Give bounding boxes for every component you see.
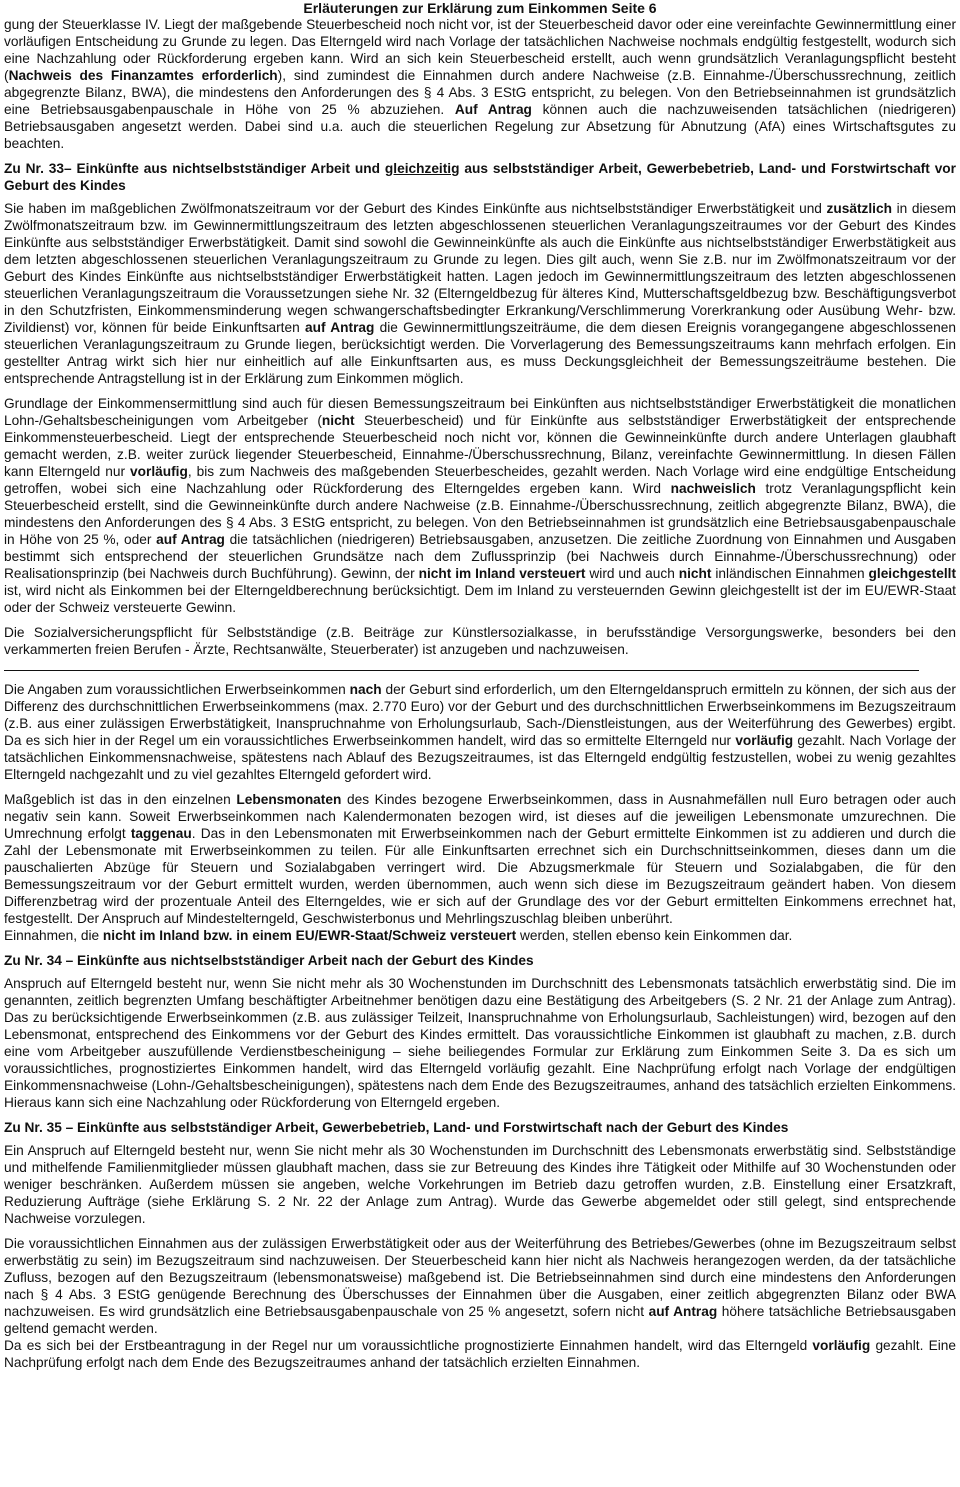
paragraph-vorlaeufige-zahlung: Da es sich bei der Erstbeantragung in der Regel nur um voraussichtliche prognostizierte Einnahmen handelt, wird das Elterngeld vorläufig gezahlt. Eine Nachprüfung erfolgt nach dem Ende des Bezugszeitraumes anhand der tatsächlich erzielten Einnahmen. (4, 1338, 956, 1370)
section-heading-nr-34: Zu Nr. 34 – Einkünfte aus nichtselbstständiger Arbeit nach der Geburt des Kindes (4, 953, 534, 968)
paragraph-lebensmonate: Maßgeblich ist das in den einzelnen Lebensmonaten des Kindes bezogene Erwerbseinkommen, dass in Ausnahmefällen null Euro betragen oder auch negativ sein kann. Soweit Erwerbseinkommen nach Kalendermonaten bezogen wird, ist dieses auf die jeweiligen Lebensmonate umzurechnen. Die Umrechnung erfolgt taggenau. Das in den Lebensmonaten mit Erwerbseinkommen nach der Geburt ermittelte Einkommen ist zu addieren und durch die Zahl der Lebensmonate mit Erwerbseinkommen zu teilen. Für alle Einkunftsarten errechnet sich ein Durchschnittseinkommen, dieses dann um die pauschalierten Abzüge für Steuern und Sozialabgaben verringert wird. Die Abzugsmerkmale für Steuern und Sozialabgaben, die für den Bemessungszeitraum vor der Geburt ermittelt wurden, werden übernommen, auch wenn sich diese im Bezugszeitraum geändert haben. Von diesem Differenzbetrag wird der prozentuale Anteil des Elterngeldes, wie er sich auf der Grundlage des vor der Geburt ermittelten Einkommens errechnet hat, festgestellt. Der Anspruch auf Mindestelterngeld, Geschwisterbonus und Mehrlingszuschlag bleiben unberührt. (4, 792, 956, 926)
paragraph-nr-33-intro: Sie haben im maßgeblichen Zwölfmonatszeitraum vor der Geburt des Kindes Einkünfte aus nichtselbstständiger Erwerbstätigkeit und zusätzlich in diesem Zwölfmonatszeitraum bzw. im Gewinnermittlungszeitraum des letzten abgeschlossenen steuerlichen Veranlagungszeitraumes vor der Geburt des Kindes Einkünfte aus selbstständiger Erwerbstätigkeit. Damit sind sowohl die Gewinneinkünfte als auch die Einkünfte aus nichtselbstständiger Erwerbstätigkeit aus dem letzten abgeschlossenen steuerlichen Veranlagungszeitraum zu Grunde zu legen. Dies gilt auch, wenn Sie z.B. nur im Zwölfmonatszeitraum vor der Geburt des Kindes Einkünfte aus nichtselbstständiger Erwerbstätigkeit hatten. Lagen jedoch im Gewinnermittlungszeitraum des letzten abgeschlossenen steuerlichen Veranlagungszeitraum die Voraussetzungen siehe Nr. 32 (Elterngeldbezug für älteres Kind, Mutterschaftsgeldbezug bzw. Beschäftigungsverbot in den Schutzfristen, Einkommensminderung wegen schwangerschaftsbedingter Erkrankung/Verschlimmerung Vorerkrankung oder Ausübung Wehr- bzw. Zivildienst) vor, können für beide Einkunftsarten auf Antrag die Gewinnermittlungszeiträume, die dem diesen Ereignis vorangegangene abgeschlossenen steuerlichen Veranlagungszeitraum zu Grunde liegen, berücksichtigt werden. Die Vorverlagerung des Bemessungszeitraums kann mehrfach erfolgen. Ein gestellter Antrag wirkt sich hier nur einheitlich auf alle Einkunftsarten aus, es muss Deckungsgleichheit der Bemessungszeiträume bestehen. Die entsprechende Antragstellung ist in der Erklärung zum Einkommen möglich. (4, 201, 957, 386)
section-heading-nr-35: Zu Nr. 35 – Einkünfte aus selbstständiger Arbeit, Gewerbebetrieb, Land- und Forstwirtschaft nach der Geburt des Kindes (4, 1120, 789, 1135)
section-heading-nr-33: Zu Nr. 33– Einkünfte aus nichtselbstständiger Arbeit und gleichzeitig aus selbstständiger Arbeit, Gewerbebetrieb, Land- und Forstwirtschaft vor Geburt des Kindes (4, 161, 956, 193)
paragraph-einnahmen-ausland: Einnahmen, die nicht im Inland bzw. in einem EU/EWR-Staat/Schweiz versteuert werden, stellen ebenso kein Einkommen dar. (4, 928, 793, 943)
paragraph-einkommensermittlung: Grundlage der Einkommensermittlung sind auch für diesen Bemessungszeitraum bei Einkünften aus nichtselbstständiger Erwerbstätigkeit die monatlichen Lohn-/Gehaltsbescheinigungen vom Arbeitgeber (nicht Steuerbescheid) und für Einkünfte aus selbstständiger Erwerbstätigkeit der entsprechende Einkommensteuerbescheid. Liegt der entsprechende Steuerbescheid noch nicht vor, können die Gewinneinkünfte durch andere Unterlagen glaubhaft gemacht werden, z.B. weiter zurück liegender Steuerbescheid, Einnahme-/Überschussrechnung, Bilanz, vereinfachte Gewinnermittlung. In diesen Fällen kann Elterngeld nur vorläufig, bis zum Nachweis des maßgebenden Steuerbescheides, gezahlt werden. Nach Vorlage wird eine endgültige Entscheidung getroffen, wobei sich eine Nachzahlung oder Rückforderung des Elterngeldes ergeben kann. Wird nachweislich trotz Veranlagungspflicht kein Steuerbescheid erstellt, sind die Gewinneinkünfte durch andere Nachweise (z.B. Einnahme-/Überschussrechnung, zeitlich abgegrenzte Bilanz, BWA), die mindestens den Anforderungen des § 4 Abs. 3 EStG entspricht, zu belegen. Von den Betriebseinnahmen ist grundsätzlich eine Betriebsausgabenpauschale in Höhe von 25 %, oder auf Antrag die tatsächlichen (niedrigeren) Betriebsausgaben, anzusetzen. Die zeitliche Zuordnung von Einnahmen und Ausgaben bestimmt sich entsprechend der steuerlichen Grundsätze nach dem Zuflussprinzip (bei Nachweis durch Einnahme-/Überschussrechnung) oder Realisationsprinzip (bei Nachweis durch Buchführung). Gewinn, der nicht im Inland versteuert wird und auch nicht inländischen Einnahmen gleichgestellt ist, wird nicht als Einkommen bei der Elterngeldberechnung berücksichtigt. Dem im Inland zu versteuernden Gewinn gleichgestellt ist der im EU/EWR-Staat oder der Schweiz versteuerte Gewinn. (4, 396, 957, 615)
section-divider (4, 670, 919, 671)
paragraph-nr-35-intro: Ein Anspruch auf Elterngeld besteht nur, wenn Sie nicht mehr als 30 Wochenstunden im Durchschnitt des Lebensmonats erwerbstätig sind. Selbstständige und mithelfende Familienmitglieder müssen glaubhaft machen, dass sie zur Betreuung des Kindes ihre Tätigkeit oder Mithilfe auf 30 Wochenstunden oder weniger beschränken. Außerdem müssen sie angeben, welche Vorkehrungen im Betrieb dazu getroffen wurden, z.B. Einstellung einer Ersatzkraft, Reduzierung Aufträge (siehe Erklärung S. 2 Nr. 22 der Anlage zum Antrag). Wurde das Gewerbe abgemeldet oder still gelegt, sind entsprechende Nachweise vorzulegen. (4, 1143, 956, 1226)
page-title: Erläuterungen zur Erklärung zum Einkommen Seite 6 (303, 0, 657, 16)
paragraph-sozialversicherung: Die Sozialversicherungspflicht für Selbstständige (z.B. Beiträge zur Künstlersozialkasse, in berufsständige Versorgungswerke, besonders bei den verkammerten freien Berufen - Ärzte, Rechtsanwälte, Steuerberater) ist anzugeben und nachzuweisen. (4, 625, 956, 657)
paragraph-steuerbescheid: gung der Steuerklasse IV. Liegt der maßgebende Steuerbescheid noch nicht vor, ist der Steuerbescheid davor oder eine vereinfachte Gewinnermittlung einer vorläufigen Entscheidung zu Grunde zu legen. Das Elterngeld wird nach Vorlage der tatsächlichen Nachweise nochmals endgültig festgestellt, wodurch sich eine Nachzahlung oder Rückforderung ergeben kann. Wird an sich kein Steuerbescheid erstellt, auch wenn grundsätzlich Veranlagungspflicht besteht (Nachweis des Finanzamtes erforderlich), sind zumindest die Einnahmen durch andere Nachweise (z.B. Einnahme-/Überschussrechnung, zeitlich abgegrenzte Bilanz, BWA), die mindestens den Anforderungen des § 4 Abs. 3 EStG entspricht, zu belegen. Von den Betriebseinnahmen ist grundsätzlich eine Betriebsausgabenpauschale in Höhe von 25 % abzuziehen. Auf Antrag können auch die nachzuweisenden tatsächlichen (niedrigeren) Betriebsausgaben angesetzt werden. Dabei sind u.a. auch die steuerlichen Regelung zur Absetzung für Abnutzung (AfA) eines Wirtschaftsgutes zu beachten. (4, 17, 957, 151)
paragraph-voraussichtliche-einnahmen: Die voraussichtlichen Einnahmen aus der zulässigen Erwerbstätigkeit oder aus der Weiterführung des Betriebes/Gewerbes (ohne im Bezugszeitraum selbst erwerbstätig zu sein) im Bezugszeitraum sind nachzuweisen. Der Steuerbescheid kann hier nicht als Nachweis herangezogen werden, da der tatsächliche Zufluss, bezogen auf den Bezugszeitraum (lebensmonatsweise) maßgebend ist. Die Betriebseinnahmen sind durch eine mindestens den Anforderungen nach § 4 Abs. 3 EStG genügende Berechnung des Überschusses der Einnahmen über die Ausgaben, einer zeitlich abgegrenzten Bilanz oder BWA nachzuweisen. Es wird grundsätzlich eine Betriebsausgabenpauschale von 25 % angesetzt, sofern nicht auf Antrag höhere tatsächliche Betriebsausgaben geltend gemacht werden. (4, 1236, 956, 1336)
paragraph-nr-34: Anspruch auf Elterngeld besteht nur, wenn Sie nicht mehr als 30 Wochenstunden im Durchschnitt des Lebensmonats tatsächlich erwerbstätig sind. Die im genannten, zeitlich begrenzten Umfang beschäftigter Arbeitnehmer benötigen dazu eine Bestätigung des Arbeitgebers (S. 2 Nr. 21 der Anlage zum Antrag). Das zu berücksichtigende Erwerbseinkommen (z.B. aus zulässiger Teilzeit, Inanspruchnahme von Erholungsurlaub, Sachleistungen) wird, bezogen auf den Lebensmonat, entsprechend des Einkommens vor der Geburt des Kindes ermittelt. Das voraussichtliche Einkommen ist glaubhaft zu machen, z.B. durch eine vom Arbeitgeber auszufüllende Verdienstbescheinigung – siehe beiliegendes Formular zur Erklärung zum Einkommen Seite 3. Da es sich um voraussichtliches, prognostiziertes Einkommen handelt, wird das Elterngeld vorläufig gezahlt. Eine Nachprüfung erfolgt nach Vorlage der endgültigen Einkommensnachweise (Lohn-/Gehaltsbescheinigungen), spätestens nach dem Ende des Bezugszeitraumes, anhand des tatsächlich erzielten Einkommens. Hieraus kann sich eine Nachzahlung oder Rückforderung von Elterngeld ergeben. (4, 976, 956, 1110)
paragraph-erwerbseinkommen-nach-geburt: Die Angaben zum voraussichtlichen Erwerbseinkommen nach der Geburt sind erforderlich, um den Elterngeldanspruch ermitteln zu können, der sich aus der Differenz des durchschnittlichen Erwerbseinkommens (max. 2.770 Euro) vor der Geburt und des durchschnittlichen Erwerbseinkommens im Bezugszeitraum (z.B. aus einer zulässigen Erwerbstätigkeit, Inanspruchnahme von Erholungsurlaub, Sach-/Dienstleistungen, aus der Weiterführung des Gewerbes) ergibt. Da es sich hier in der Regel um ein voraussichtliches Erwerbseinkommen handelt, wird das so ermittelte Elterngeld nur vorläufig gezahlt. Nach Vorlage der tatsächlichen Einkommensnachweise, spätestens nach Ablauf des Bezugszeitraumes, ist das Elterngeld endgültig festzustellen, wobei zu wenig gezahltes Elterngeld nachgezahlt und zu viel gezahltes Elterngeld gefordert wird. (4, 682, 957, 782)
